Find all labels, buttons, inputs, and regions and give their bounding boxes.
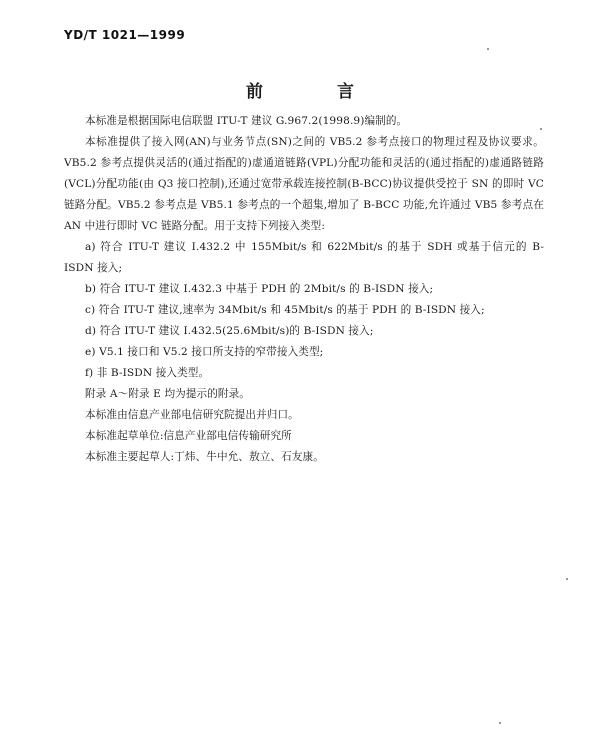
list-item-a: a) 符合 ITU-T 建议 I.432.2 中 155Mbit/s 和 622Mbit/s 的基于 SDH 或基于信元的 B-ISDN 接入; — [64, 241, 544, 274]
page-title: 前 言 — [246, 82, 388, 102]
list-item-f: f) 非 B-ISDN 接入类型。 — [85, 367, 210, 379]
scan-speck — [499, 722, 501, 724]
closing-proposer: 本标准由信息产业部电信研究院提出并归口。 — [85, 409, 299, 421]
closing-appendix-note: 附录 A～附录 E 均为提示的附录。 — [85, 388, 251, 400]
list-item-e: e) V5.1 接口和 V5.2 接口所支持的窄带接入类型; — [85, 346, 324, 358]
foreword-body — [64, 111, 544, 468]
standard-code: YD/T 1021—1999 — [64, 28, 186, 42]
scan-speck — [566, 578, 568, 580]
scan-speck — [487, 48, 489, 50]
list-item-c: c) 符合 ITU-T 建议,速率为 34Mbit/s 和 45Mbit/s 的基于 PDH 的 B-ISDN 接入; — [85, 304, 485, 316]
paragraph-scope: 本标准提供了接入网(AN)与业务节点(SN)之间的 VB5.2 参考点接口的物理过程及协议要求。VB5.2 参考点提供灵活的(通过指配的)虚通道链路(VPL)分配功能和灵活的(通过指配的)虚通路链路(VCL)分配功能(由 Q3 接口控制),还通过宽带承载连接控制(B-BCC)协议提供受控于 SN 的即时 VC 链路分配。VB5.2 参考点是 VB5.1 参考点的一个超集,增加了 B-BCC 功能,允许通过 VB5 参考点在 AN 中进行即时 VC 链路分配。用于支持下列接入类型: — [64, 136, 544, 232]
paragraph-basis: 本标准是根据国际电信联盟 ITU-T 建议 G.967.2(1998.9)编制的。 — [85, 115, 408, 127]
closing-drafters: 本标准主要起草人:丁炜、牛中允、敖立、石友康。 — [85, 451, 324, 463]
scan-speck — [540, 128, 542, 130]
list-item-d: d) 符合 ITU-T 建议 I.432.5(25.6Mbit/s)的 B-ISDN 接入; — [85, 325, 374, 337]
list-item-b: b) 符合 ITU-T 建议 I.432.3 中基于 PDH 的 2Mbit/s 的 B-ISDN 接入; — [85, 283, 434, 295]
closing-drafting-unit: 本标准起草单位:信息产业部电信传输研究所 — [85, 430, 292, 442]
